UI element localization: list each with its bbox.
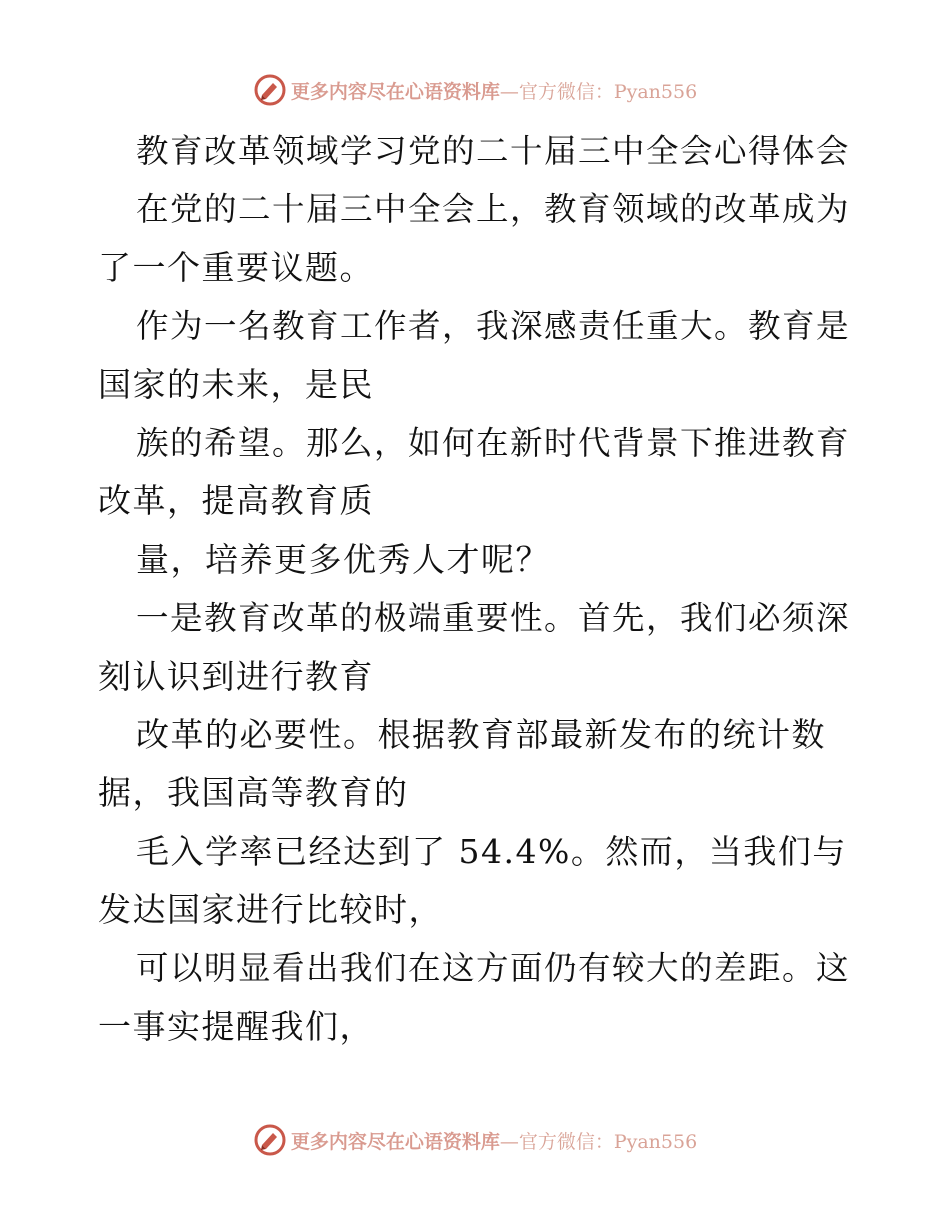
book-pen-logo-icon: [253, 73, 287, 107]
header-watermark: [0, 70, 950, 110]
watermark-suffix: —官方微信：Pyan556: [499, 1130, 698, 1153]
footer-watermark: [0, 1120, 950, 1160]
text-line: 改革，提高教育质: [98, 481, 374, 521]
text-line: 改革的必要性。根据教育部最新发布的统计数: [136, 714, 826, 754]
book-pen-logo-icon: [253, 1123, 287, 1157]
text-line: 刻认识到进行教育: [98, 656, 374, 696]
text-line: 教育改革领域学习党的二十届三中全会心得体会: [136, 132, 851, 170]
text-line: 族的希望。那么，如何在新时代背景下推进教育: [136, 423, 851, 462]
text-line: 了一个重要议题。: [98, 247, 374, 287]
text-line: 量，培养更多优秀人才呢？: [136, 539, 550, 579]
text-line: 可以明显看出我们在这方面仍有较大的差距。这: [136, 949, 851, 988]
text-line: 毛入学率已经达到了 54.4%。然而，当我们与: [136, 831, 847, 871]
text-line: 作为一名教育工作者，我深感责任重大。教育是: [136, 307, 851, 346]
text-line: 发达国家进行比较时，: [98, 890, 443, 930]
text-line: 在党的二十届三中全会上，教育领域的改革成为: [136, 190, 851, 229]
watermark-text: [291, 1127, 697, 1154]
watermark-text: [291, 77, 697, 104]
watermark-prefix: 更多内容尽在心语资料库: [290, 1130, 500, 1153]
text-line: 据，我国高等教育的: [98, 773, 409, 813]
text-line: 一事实提醒我们，: [98, 1006, 374, 1046]
document-body: [98, 122, 858, 1056]
watermark-suffix: —官方微信：Pyan556: [499, 80, 698, 103]
text-line: 国家的未来，是民: [98, 364, 374, 404]
text-line: 一是教育改革的极端重要性。首先，我们必须深: [136, 599, 851, 638]
watermark-prefix: 更多内容尽在心语资料库: [290, 80, 500, 103]
